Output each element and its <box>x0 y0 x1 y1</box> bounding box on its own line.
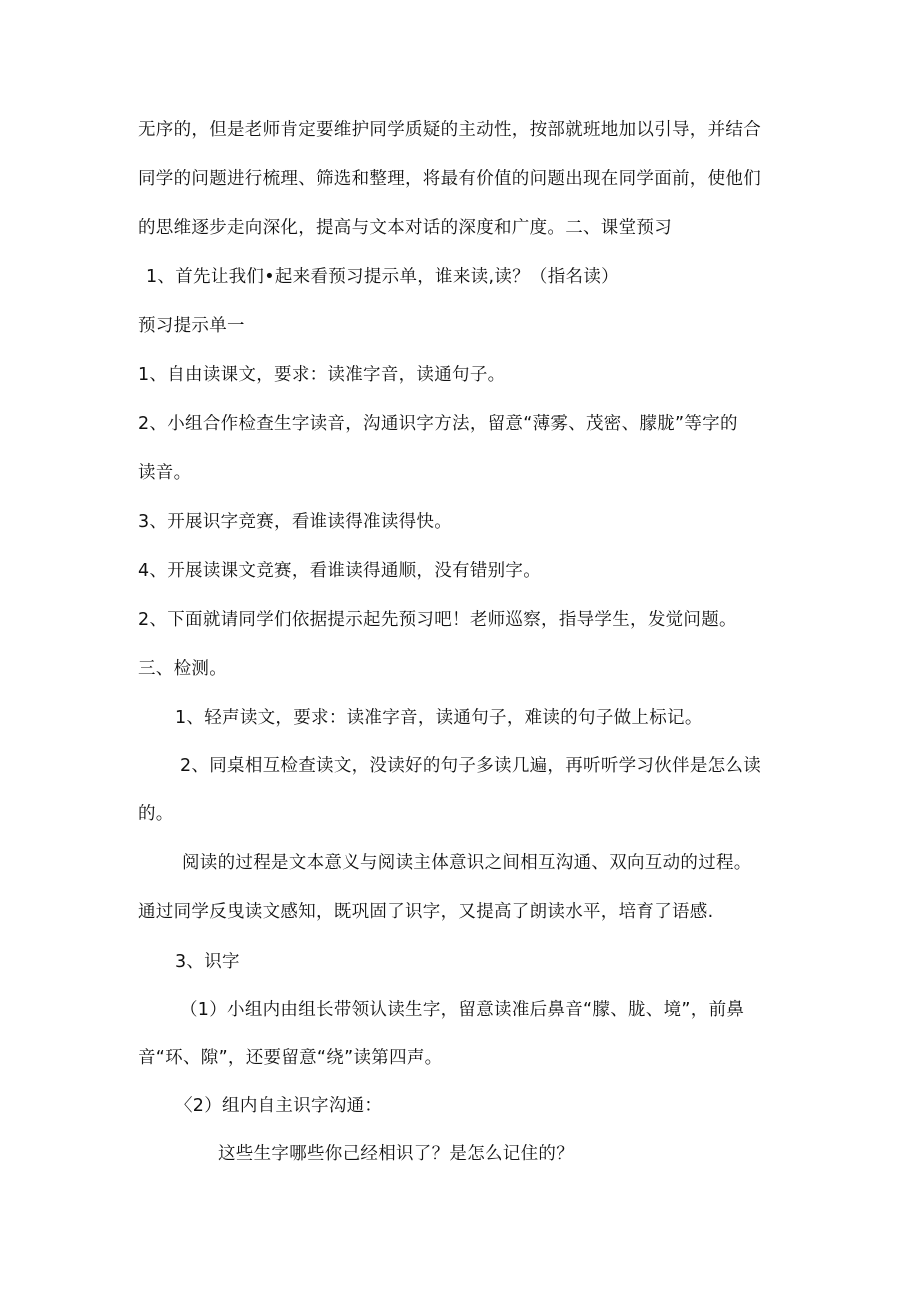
paragraph-line-1: 无序的，但是老师肯定要维护同学质疑的主动性，按部就班地加以引导，并结合 <box>138 120 761 140</box>
list-item-3: 3、开展识字竞赛，看谁读得准读得快。 <box>138 512 453 532</box>
list-item-4: 4、开展读课文竞赛，看谁读得通顺，没有错别字。 <box>138 561 542 581</box>
paragraph-line-3: 的思维逐步走向深化，提高与文本对话的深度和广度。二、课堂预习 <box>138 218 672 238</box>
literacy-item-2: 〈2）组内自主识字沟通： <box>175 1096 383 1116</box>
list-item-2-cont: 读音。 <box>138 463 192 483</box>
paragraph-line-2: 同学的问题进行梳理、筛选和整理，将最有价值的问题出现在同学面前，使他们 <box>138 169 761 189</box>
section-heading-check: 三、检测。 <box>138 659 227 679</box>
literacy-item-1-cont: 音“环、隙”，还要留意“绕”读第四声。 <box>138 1048 443 1068</box>
section-heading-preview-sheet: 预习提示单一 <box>138 316 245 336</box>
paragraph-line-6: 阅读的过程是文本意义与阅读主体意识之间相互沟通、双向互动的过程。 <box>182 853 752 873</box>
list-item-1: 1、自由读课文，要求：读准字音，读通句子。 <box>138 365 506 385</box>
paragraph-line-4: 1、首先让我们•起来看预习提示单，谁来读,读？（指名读） <box>146 267 619 287</box>
paragraph-line-7: 通过同学反曳读文感知，既巩固了识字，又提高了朗读水平，培育了语感. <box>138 902 714 922</box>
literacy-question: 这些生字哪些你己经相识了？是怎么记住的？ <box>218 1144 574 1164</box>
check-item-2-cont: 的。 <box>138 804 174 824</box>
paragraph-line-5: 2、下面就请同学们依据提示起先预习吧！老师巡察，指导学生，发觉问题。 <box>138 610 737 630</box>
section-heading-literacy: 3、识字 <box>175 952 240 972</box>
check-item-1: 1、轻声读文，要求：读准字音，读通句子，难读的句子做上标记。 <box>175 708 703 728</box>
literacy-item-1: （1）小组内由组长带领认读生字，留意读准后鼻音“朦、胧、境”，前鼻 <box>180 1000 745 1020</box>
list-item-2: 2、小组合作检查生字读音，沟通识字方法，留意“薄雾、茂密、朦胧”等字的 <box>138 414 738 434</box>
check-item-2: 2、同桌相互检查读文，没读好的句子多读几遍，再听听学习伙伴是怎么读 <box>180 756 762 776</box>
